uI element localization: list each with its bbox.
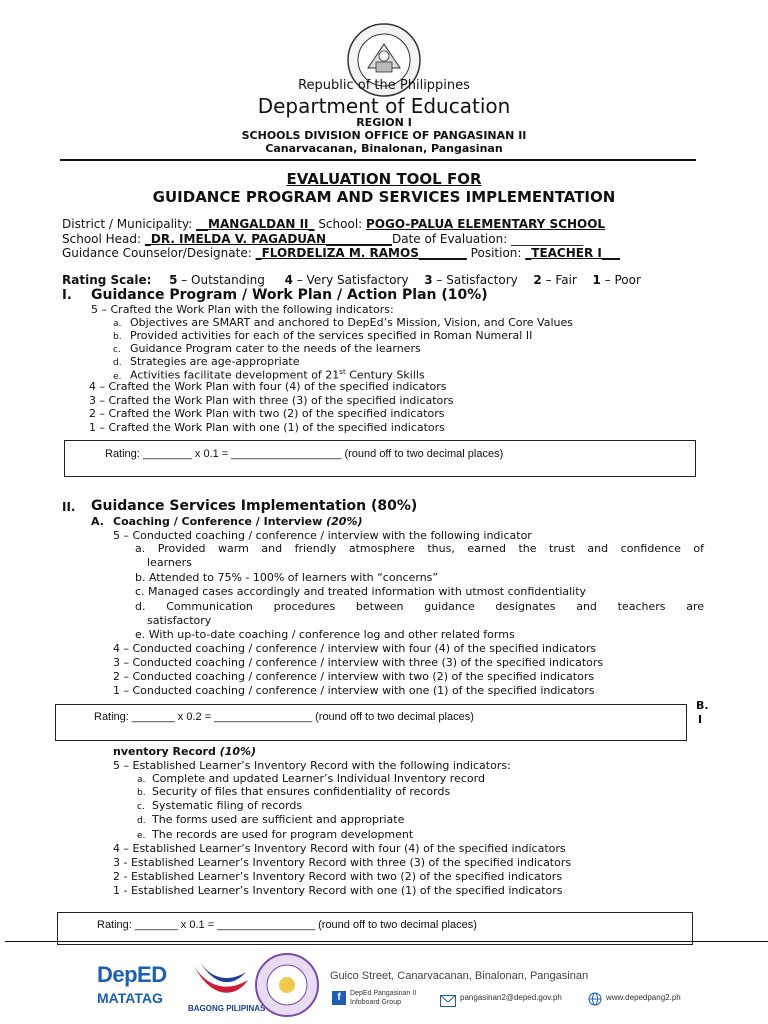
date-label: Date of Evaluation: [392, 232, 512, 246]
scale-5: 5 [169, 273, 178, 287]
email-text[interactable]: pangasinan2@deped.gov.ph [460, 993, 562, 1002]
head-line [62, 232, 583, 246]
head-label: School Head: [62, 232, 145, 246]
s1-indicator-d [113, 355, 300, 368]
s1-level-1: 1 – Crafted the Work Plan with one (1) of the specified indicators [89, 421, 445, 434]
s1-indicator-c [113, 342, 421, 355]
s2b-indicator-b [137, 785, 450, 798]
s2b-level-3: 3 - Established Learner’s Inventory Record with three (3) of the specified indicators [113, 856, 572, 869]
s2a-rating-formula: Rating: _______ x 0.2 = ________________ (round off to two decimal places) [94, 711, 474, 723]
scale-2-text: – Fair [541, 273, 577, 287]
indicator-text: Guidance Program cater to the needs of the learners [130, 342, 421, 355]
rating-scale [62, 273, 641, 287]
footer-address: Guico Street, Canarvacanan, Binalonan, Pangasinan [330, 970, 589, 982]
indicator-text: Systematic filing of records [152, 799, 303, 812]
section1-heading: Guidance Program / Work Plan / Action Plan (10%) [91, 287, 488, 303]
indicator-letter: c. [113, 345, 121, 355]
section2-heading: Guidance Services Implementation (80%) [91, 498, 418, 514]
indicator-letter: b. [113, 332, 122, 342]
scale-1-text: – Poor [600, 273, 641, 287]
indicator-text: Strategies are age-appropriate [130, 355, 300, 368]
counselor-label: Guidance Counselor/Designate: [62, 246, 256, 260]
region-text: REGION I [356, 116, 412, 129]
indicator-text: Security of files that ensures confidentiality of records [152, 785, 451, 798]
indicator-letter: d. [113, 358, 122, 368]
subsection-b-percent: (10%) [219, 745, 257, 758]
s2a-item-a-line1: a. Provided warm and friendly atmosphere thus, earned the trust and confidence of [135, 542, 704, 555]
indicator-text: Objectives are SMART and anchored to DepEd’s Mission, Vision, and Core Values [130, 316, 573, 329]
subsection-b-title: nventory Record [113, 745, 220, 758]
position-value: _TEACHER I___ [525, 246, 620, 260]
deped-logo: DepED [97, 962, 167, 987]
website-text[interactable]: www.depedpang2.ph [606, 993, 681, 1002]
s2a-item-d-line1: d. Communication procedures between guidance designates and teachers are [135, 600, 704, 613]
date-value: ____________ [511, 232, 584, 246]
s2a-item-a-line2: learners [147, 556, 192, 569]
subsection-a-percent: (20%) [326, 515, 363, 528]
s2a-level-1: 1 – Conducted coaching / conference / interview with one (1) of the specified indicators [113, 684, 595, 697]
school-label: School: [314, 217, 367, 231]
subsection-b-cont: I [698, 713, 703, 726]
s1-indicator-a [113, 316, 573, 329]
s2b-intro: 5 – Established Learner’s Inventory Record with the following indicators: [113, 759, 511, 772]
indicator-letter: e. [113, 371, 122, 382]
district-label: District / Municipality: [62, 217, 197, 231]
header-divider [60, 159, 696, 161]
position-label: Position: [466, 246, 526, 260]
s2a-item-b: b. Attended to 75% - 100% of learners with “concerns” [135, 571, 439, 584]
s2b-level-1: 1 - Established Learner’s Inventory Record with one (1) of the specified indicators [113, 884, 563, 897]
s2b-level-2: 2 - Established Learner’s Inventory Record with two (2) of the specified indicators [113, 870, 563, 883]
s2a-item-c: c. Managed cases accordingly and treated information with utmost confidentiality [135, 585, 587, 598]
indicator-tail: Century Skills [345, 368, 425, 382]
republic-text: Republic of the Philippines [298, 78, 470, 93]
indicator-text: Complete and updated Learner’s Individual Inventory record [152, 772, 485, 785]
s1-level-2: 2 – Crafted the Work Plan with two (2) of the specified indicators [89, 407, 445, 420]
division-seal [254, 952, 320, 1018]
s2b-indicator-c [137, 799, 302, 812]
indicator-text: Activities facilitate development of 21 [130, 368, 340, 382]
bagong-pilipinas-logo [188, 958, 254, 1008]
subsection-a-letter: A. [91, 515, 104, 528]
title-line2: GUIDANCE PROGRAM AND SERVICES IMPLEMENTATION [152, 188, 616, 206]
counselor-line [62, 246, 620, 260]
title-line1: EVALUATION TOOL FOR [286, 170, 482, 188]
division-text: SCHOOLS DIVISION OFFICE OF PANGASINAN II [241, 129, 527, 142]
s2a-intro: 5 – Conducted coaching / conference / interview with the following indicator [113, 529, 532, 542]
globe-icon[interactable] [588, 991, 602, 1005]
scale-5-text: – Outstanding [177, 273, 265, 287]
s2b-rating-formula: Rating: _______ x 0.1 = ________________ (round off to two decimal places) [97, 919, 477, 931]
section1-numeral: I. [62, 288, 72, 303]
indicator-letter: b. [137, 788, 146, 798]
office-address: Canarvacanan, Binalonan, Pangasinan [265, 142, 503, 155]
s2b-indicator-e [137, 828, 413, 841]
s2a-level-2: 2 – Conducted coaching / conference / interview with two (2) of the specified indicators [113, 670, 595, 683]
scale-4: 4 [284, 273, 293, 287]
fb-icon[interactable]: f [332, 991, 346, 1005]
district-value: __MANGALDAN II_ [196, 217, 315, 231]
counselor-value: _FLORDELIZA M. RAMOS________ [255, 246, 467, 260]
fb-group-line1[interactable]: DepEd Pangasinan II [350, 990, 417, 997]
matatag-logo: MATATAG [97, 990, 163, 1006]
subsection-b-letter: B. [696, 699, 709, 712]
section2-numeral: II. [62, 500, 76, 514]
fb-group-line2[interactable]: Infoboard Group [350, 999, 401, 1006]
indicator-text: The forms used are sufficient and appropriate [152, 813, 405, 826]
indicator-letter: a. [113, 319, 122, 329]
footer-divider [5, 941, 768, 942]
indicator-text: The records are used for program development [152, 828, 414, 841]
indicator-text: Provided activities for each of the services specified in Roman Numeral II [130, 329, 533, 342]
s1-level-3: 3 – Crafted the Work Plan with three (3) of the specified indicators [89, 394, 454, 407]
s1-level-4: 4 – Crafted the Work Plan with four (4) of the specified indicators [89, 380, 447, 393]
indicator-letter: d. [137, 816, 146, 826]
scale-1: 1 [592, 273, 601, 287]
s1-indicator-b [113, 329, 532, 342]
s2b-level-4: 4 – Established Learner’s Inventory Record with four (4) of the specified indicators [113, 842, 566, 855]
s1-rating-formula: Rating: ________ x 0.1 = __________________ (round off to two decimal places) [105, 448, 504, 460]
s2a-level-4: 4 – Conducted coaching / conference / interview with four (4) of the specified indicators [113, 642, 597, 655]
rating-scale-label: Rating Scale: [62, 273, 152, 287]
section1-intro: 5 – Crafted the Work Plan with the following indicators: [91, 303, 394, 316]
s2b-indicator-d [137, 813, 404, 826]
indicator-letter: c. [137, 802, 145, 812]
s2b-indicator-a [137, 772, 485, 785]
bagong-pilipinas-text: BAGONG PILIPINAS [188, 1004, 266, 1013]
subsection-a-title: Coaching / Conference / Interview [113, 515, 327, 528]
school-value: POGO-PALUA ELEMENTARY SCHOOL [366, 217, 606, 231]
indicator-letter: e. [137, 831, 146, 841]
subsection-a-heading [91, 515, 363, 528]
scale-4-text: – Very Satisfactory [292, 273, 409, 287]
s2a-level-3: 3 – Conducted coaching / conference / interview with three (3) of the specified indicators [113, 656, 604, 669]
scale-3: 3 [424, 273, 433, 287]
scale-2: 2 [533, 273, 542, 287]
head-value: _DR. IMELDA V. PAGADUAN___________ [144, 232, 392, 246]
superscript: st [339, 368, 346, 376]
department-title: Department of Education [257, 94, 511, 118]
subsection-b-heading [113, 745, 256, 758]
district-line [62, 217, 605, 231]
indicator-letter: a. [137, 775, 146, 785]
s2a-item-d-line2: satisfactory [147, 614, 212, 627]
email-icon[interactable] [440, 992, 456, 1004]
s2a-item-e: e. With up-to-date coaching / conference log and other related forms [135, 628, 515, 641]
scale-3-text: – Satisfactory [432, 273, 518, 287]
